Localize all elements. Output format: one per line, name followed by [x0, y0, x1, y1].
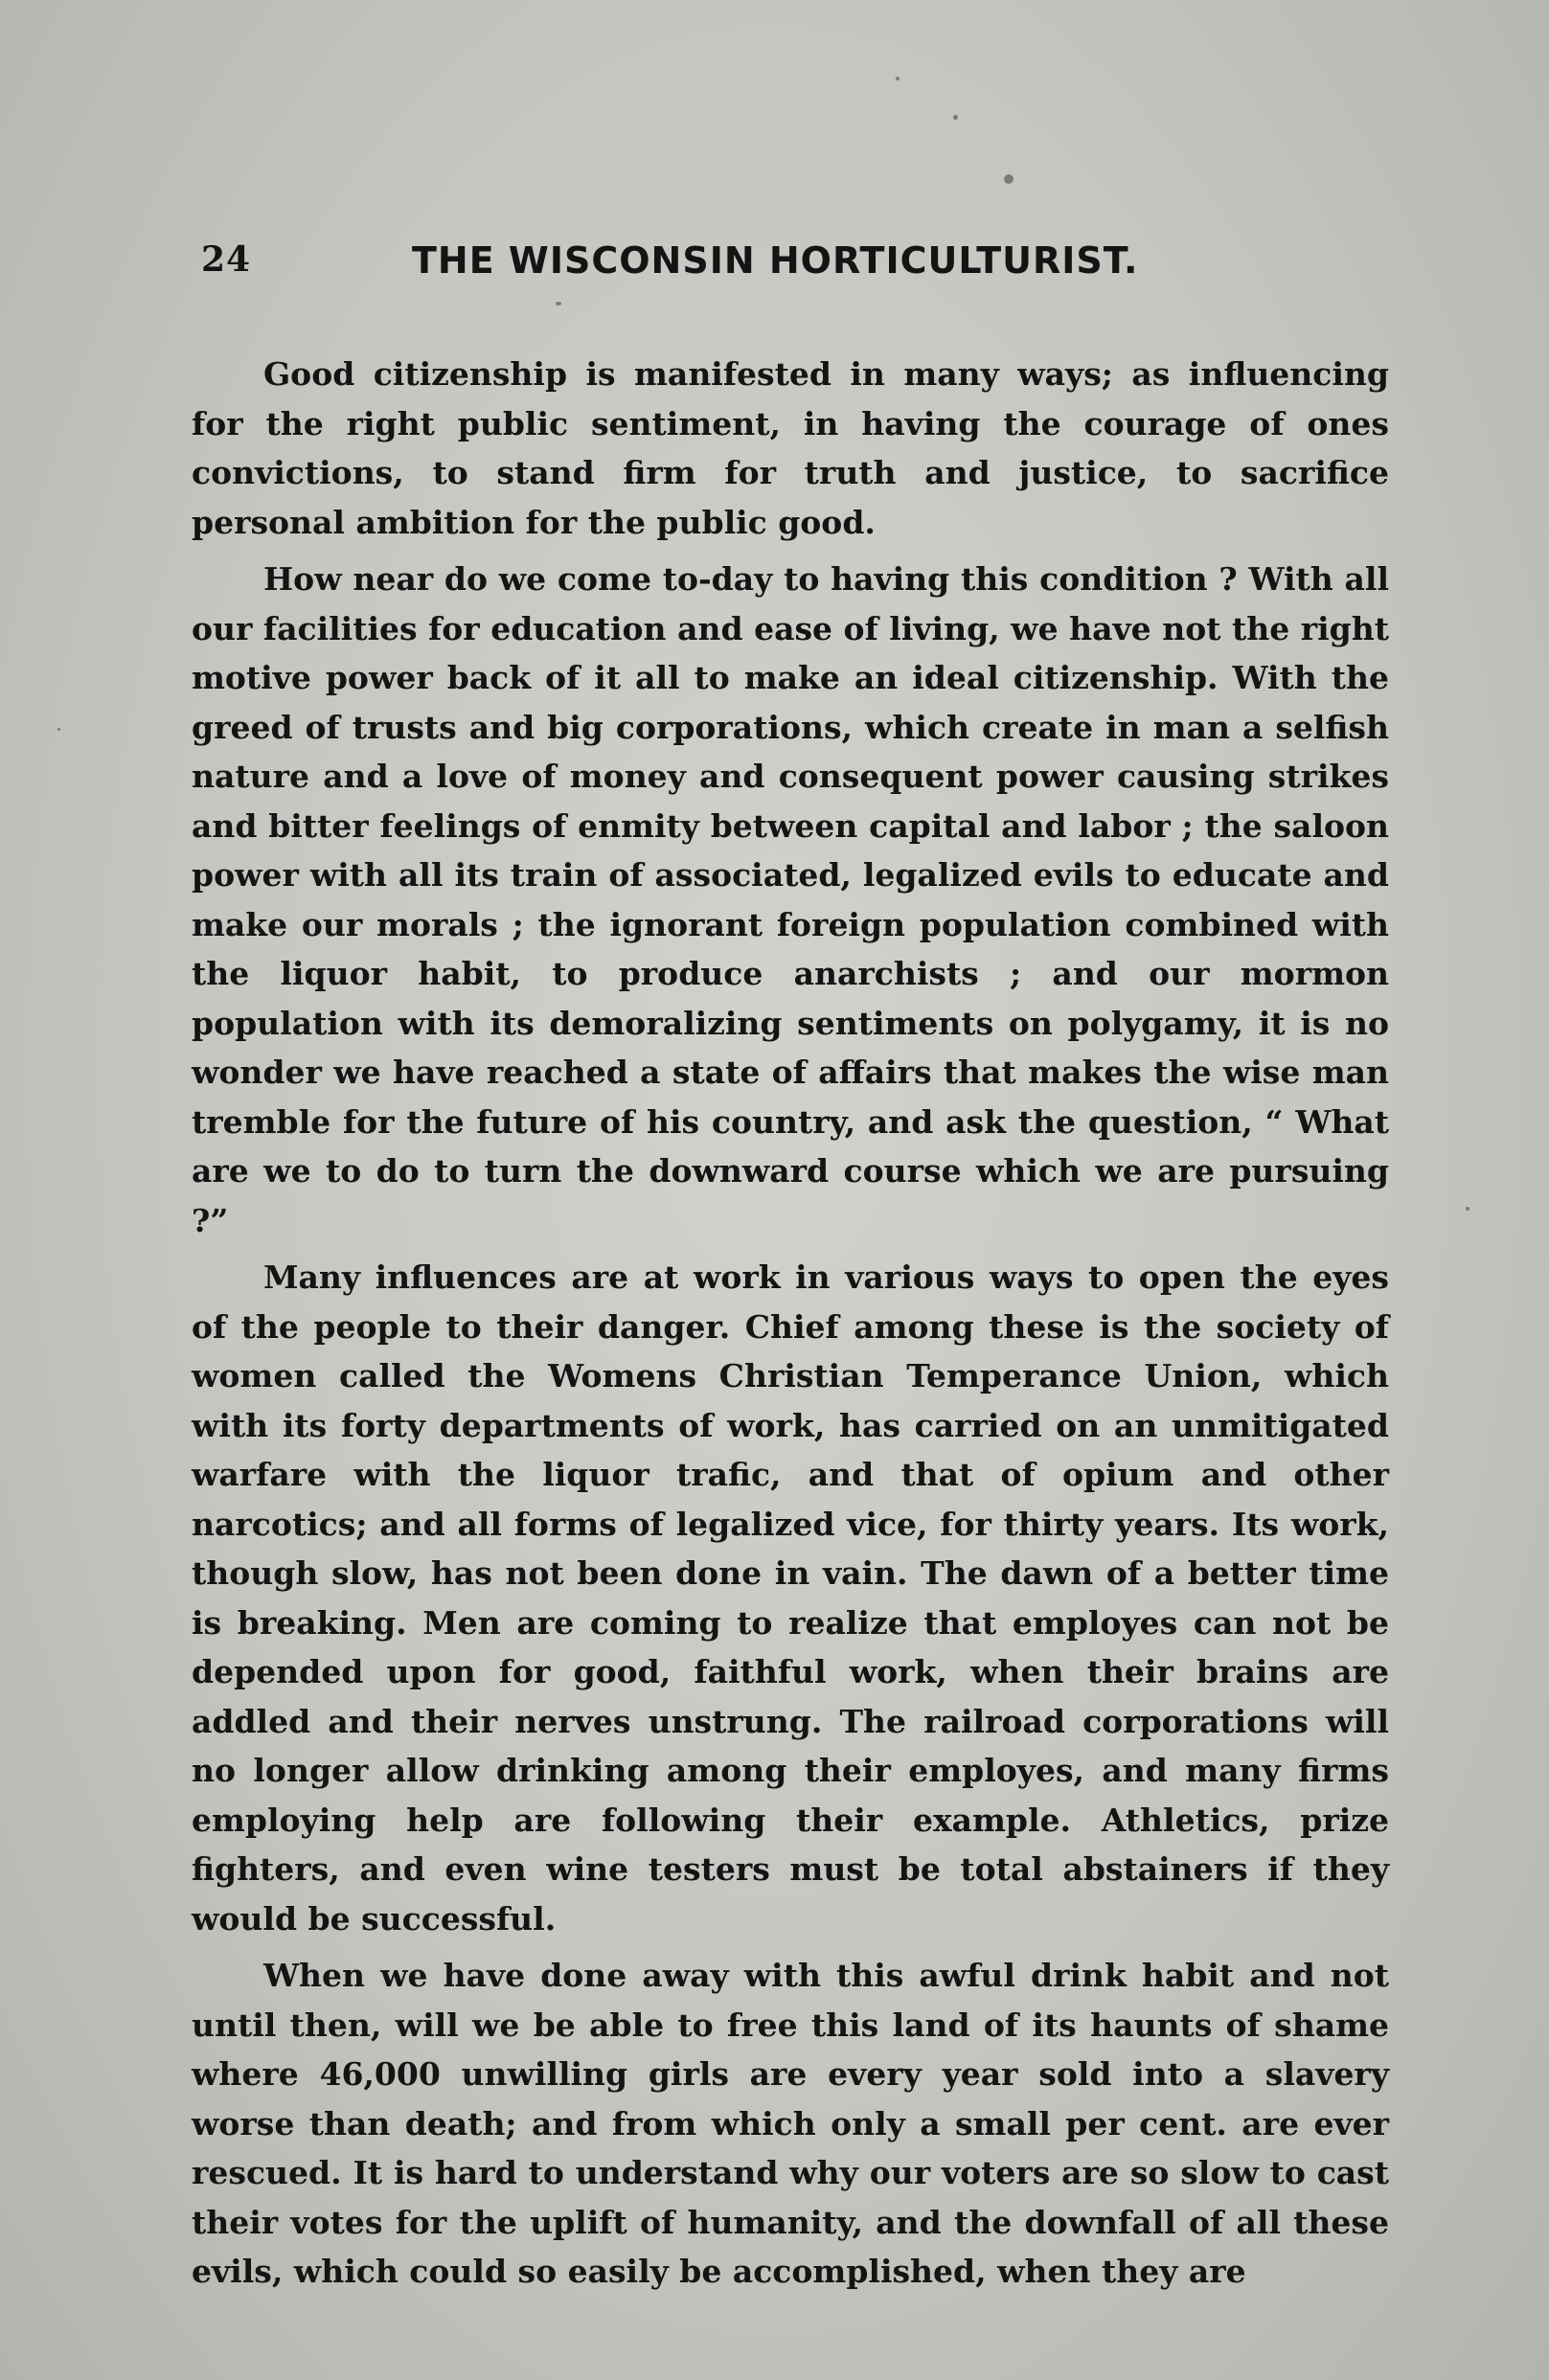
page-header	[201, 239, 1264, 297]
ink-speck	[556, 302, 561, 306]
page-number: 24	[201, 239, 252, 280]
ink-speck	[1466, 1207, 1469, 1211]
ink-speck	[1004, 174, 1014, 184]
ink-speck	[953, 115, 958, 120]
body-text	[192, 350, 1389, 2297]
paragraph-influences: Many influences are at work in various ways to open the eyes of the people to their danger. Chief among these is the society of women called the Womens Christian Temperance Union, which with its forty departments of work, has carried on an unmitigated warfare with the liquor trafic, and that of opium and other narcotics; and all forms of legalized vice, for thirty years. Its work, though slow, has not been done in vain. The dawn of a better time is breaking. Men are coming to realize that employes can not be depended upon for good, faithful work, when their brains are addled and their nerves unstrung. The railroad corporations will no longer allow drinking among their employes, and many firms employing help are following their example. Athletics, prize fighters, and even wine testers must be total abstainers if they would be successful.	[192, 1258, 1389, 1938]
ink-speck	[896, 77, 900, 80]
running-title: THE WISCONSIN HORTICULTURIST.	[412, 239, 1139, 282]
paragraph-condition: How near do we come to-day to having this condition ? With all our facilities for education and ease of living, we have not the right motive power back of it all to make an ideal citizenship. With the greed of trusts and big corporations, which create in man a selfish nature and a love of money and consequent power causing strikes and bitter feelings of enmity between capital and labor ; the saloon power with all its train of associated, legalized evils to educate and make our morals ; the ignorant foreign population combined with the liquor habit, to produce anarchists ; and our mormon population with its demoralizing sentiments on polygamy, it is no wonder we have reached a state of affairs that makes the wise man tremble for the future of his country, and ask the question, “ What are we to do to turn the downward course which we are pursuing ?”	[192, 560, 1389, 1239]
ink-speck	[57, 728, 60, 731]
paragraph-drink-habit: When we have done away with this awful drink habit and not until then, will we be able to free this land of its haunts of shame where 46,000 unwilling girls are every year sold into a slavery worse than death; and from which only a small per cent. are ever rescued. It is hard to understand why our voters are so slow to cast their votes for the uplift of humanity, and the downfall of all these evils, which could so easily be accomplished, when they are	[192, 1957, 1389, 2290]
paragraph-citizenship: Good citizenship is manifested in many ways; as influencing for the right public sentiment, in having the courage of ones convictions, to stand firm for truth and justice, to sacrifice personal ambition for the public good.	[192, 355, 1389, 541]
